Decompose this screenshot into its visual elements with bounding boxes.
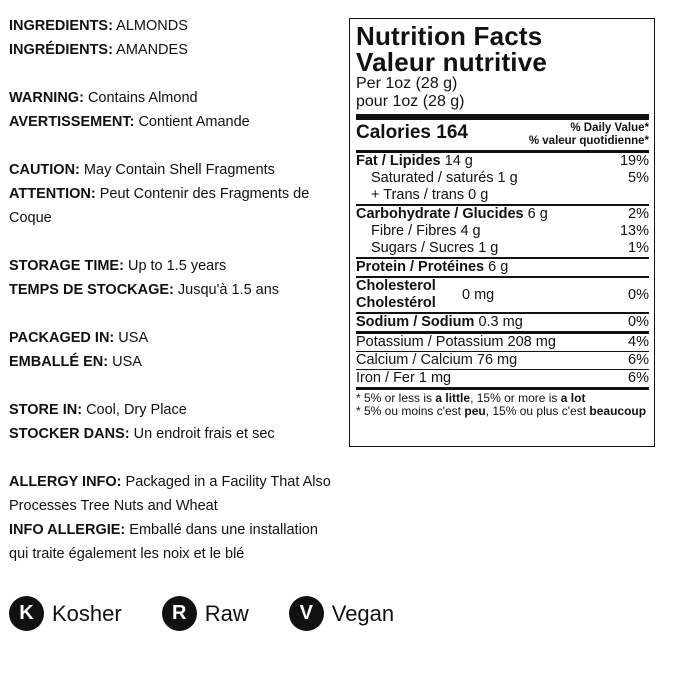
badge-vegan-label: Vegan xyxy=(331,600,395,626)
iron-percent: 6% xyxy=(628,370,649,386)
footnote-fr-part3: , 15% ou plus c'est xyxy=(485,403,587,418)
cholesterol-label-fr: Cholestérol xyxy=(356,295,436,311)
potassium-amount: 208 mg xyxy=(507,334,556,350)
badge-raw xyxy=(162,596,249,631)
serving-size-en: Per 1oz (28 g) xyxy=(356,75,458,92)
sugars-amount: 1 g xyxy=(478,240,499,256)
serving-size-fr: pour 1oz (28 g) xyxy=(356,93,465,110)
store-label-en: STORE IN: xyxy=(9,402,83,418)
footnote-fr-part4: beaucoup xyxy=(589,403,647,418)
footnote-fr-part2: peu xyxy=(464,403,486,418)
storage-time-label-fr: TEMPS DE STOCKAGE: xyxy=(9,282,174,298)
carbohydrate-amount: 6 g xyxy=(527,206,548,222)
allergy-block xyxy=(9,470,344,566)
store-label-fr: STOCKER DANS: xyxy=(9,426,130,442)
sodium-amount: 0.3 mg xyxy=(478,314,523,330)
calories-row xyxy=(356,120,649,150)
saturated-amount: 1 g xyxy=(497,170,518,186)
store-value-en: Cool, Dry Place xyxy=(86,402,187,418)
carbohydrate-percent: 2% xyxy=(628,206,649,222)
calcium-row xyxy=(356,351,649,369)
nutrition-facts-table xyxy=(349,18,655,447)
product-info xyxy=(9,14,344,590)
storage-time-value-en: Up to 1.5 years xyxy=(127,258,227,274)
saturated-label: Saturated / saturés xyxy=(371,170,494,186)
calcium-amount: 76 mg xyxy=(476,352,518,368)
footnote-en-part1: * 5% or less is xyxy=(356,391,433,405)
allergy-value-en: Packaged in a Facility That Also Processes Tree Nuts and Wheat xyxy=(9,474,331,514)
sodium-label: Sodium / Sodium xyxy=(356,314,475,330)
iron-label: Iron / Fer xyxy=(356,370,415,386)
cholesterol-percent: 0% xyxy=(628,286,649,303)
footnote-fr xyxy=(356,405,649,418)
daily-value-header-en: % Daily Value* xyxy=(570,122,649,134)
ingredients-label-fr: INGRÉDIENTS: xyxy=(9,42,113,58)
protein-label: Protein / Protéines xyxy=(356,259,485,275)
sodium-row xyxy=(356,312,649,331)
saturated-row xyxy=(356,170,649,187)
fat-percent: 19% xyxy=(619,153,649,169)
fibre-percent: 13% xyxy=(619,223,649,239)
ingredients-value-fr: AMANDES xyxy=(116,42,188,58)
sugars-label: Sugars / Sucres xyxy=(371,240,475,256)
warning-label-en: WARNING: xyxy=(9,90,84,106)
sodium-percent: 0% xyxy=(628,314,649,330)
packaged-value-en: USA xyxy=(118,330,149,346)
ingredients-block xyxy=(9,14,344,62)
badge-vegan xyxy=(289,596,394,631)
carbohydrate-label: Carbohydrate / Glucides xyxy=(356,206,524,222)
sugars-percent: 1% xyxy=(628,240,649,256)
storage-time-block xyxy=(9,254,344,302)
ingredients-value-en: ALMONDS xyxy=(116,18,188,34)
badge-raw-label: Raw xyxy=(204,600,249,626)
vegan-icon: V xyxy=(289,596,324,631)
footnote-en-part4: a lot xyxy=(560,391,586,405)
storage-time-label-en: STORAGE TIME: xyxy=(9,258,124,274)
kosher-icon: K xyxy=(9,596,44,631)
fibre-row xyxy=(356,223,649,240)
fat-amount: 14 g xyxy=(444,153,473,169)
warning-value-en: Contains Almond xyxy=(87,90,198,106)
caution-value-en: May Contain Shell Fragments xyxy=(83,162,275,178)
carbohydrate-row xyxy=(356,204,649,223)
iron-row xyxy=(356,369,649,387)
cholesterol-label-en: Cholesterol xyxy=(356,278,436,294)
store-value-fr: Un endroit frais et sec xyxy=(133,426,275,442)
calories-value: 164 xyxy=(436,122,468,143)
allergy-label-en: ALLERGY INFO: xyxy=(9,474,122,490)
packaged-value-fr: USA xyxy=(112,354,142,370)
nutrition-title-fr: Valeur nutritive xyxy=(356,47,548,77)
calcium-label: Calcium / Calcium xyxy=(356,352,473,368)
warning-label-fr: AVERTISSEMENT: xyxy=(9,114,135,130)
footnote-fr-part1: * 5% ou moins c'est xyxy=(356,403,462,418)
caution-label-fr: ATTENTION: xyxy=(9,186,96,202)
calories-label: Calories xyxy=(356,122,431,143)
footnote xyxy=(356,387,649,417)
diet-badges xyxy=(9,596,434,631)
potassium-row xyxy=(356,334,649,351)
protein-amount: 6 g xyxy=(488,259,509,275)
nutrition-title-en: Nutrition Facts xyxy=(356,21,543,51)
ingredients-label-en: INGREDIENTS: xyxy=(9,18,113,34)
packaged-label-fr: EMBALLÉ EN: xyxy=(9,354,109,370)
store-block xyxy=(9,398,344,446)
trans-amount: 0 g xyxy=(468,187,489,203)
calcium-percent: 6% xyxy=(628,352,649,368)
warning-block xyxy=(9,86,344,134)
trans-row xyxy=(356,187,649,204)
saturated-percent: 5% xyxy=(628,170,649,186)
cholesterol-amount: 0 mg xyxy=(462,286,495,303)
allergy-label-fr: INFO ALLERGIE: xyxy=(9,522,126,538)
warning-value-fr: Contient Amande xyxy=(138,114,250,130)
footnote-en-part3: , 15% or more is xyxy=(470,391,558,405)
sugars-row xyxy=(356,240,649,257)
potassium-label: Potassium / Potassium xyxy=(356,334,504,350)
iron-amount: 1 mg xyxy=(418,370,452,386)
caution-label-en: CAUTION: xyxy=(9,162,80,178)
protein-row xyxy=(356,257,649,276)
fibre-label: Fibre / Fibres xyxy=(371,223,457,239)
storage-time-value-fr: Jusqu'à 1.5 ans xyxy=(177,282,280,298)
allergy-value-fr: Emballé dans une installation qui traite également les noix et le blé xyxy=(9,522,318,562)
cholesterol-row xyxy=(356,276,649,312)
packaged-label-en: PACKAGED IN: xyxy=(9,330,115,346)
packaged-block xyxy=(9,326,344,374)
fat-row xyxy=(356,153,649,170)
raw-icon: R xyxy=(162,596,197,631)
badge-kosher xyxy=(9,596,122,631)
badge-kosher-label: Kosher xyxy=(52,600,122,626)
daily-value-header-fr: % valeur quotidienne* xyxy=(528,135,649,147)
caution-value-fr: Peut Contenir des Fragments de Coque xyxy=(9,186,310,226)
fibre-amount: 4 g xyxy=(460,223,481,239)
trans-label: + Trans / trans xyxy=(371,187,465,203)
footnote-en-part2: a little xyxy=(435,391,471,405)
caution-block xyxy=(9,158,344,230)
potassium-percent: 4% xyxy=(628,334,649,350)
fat-label: Fat / Lipides xyxy=(356,153,441,169)
